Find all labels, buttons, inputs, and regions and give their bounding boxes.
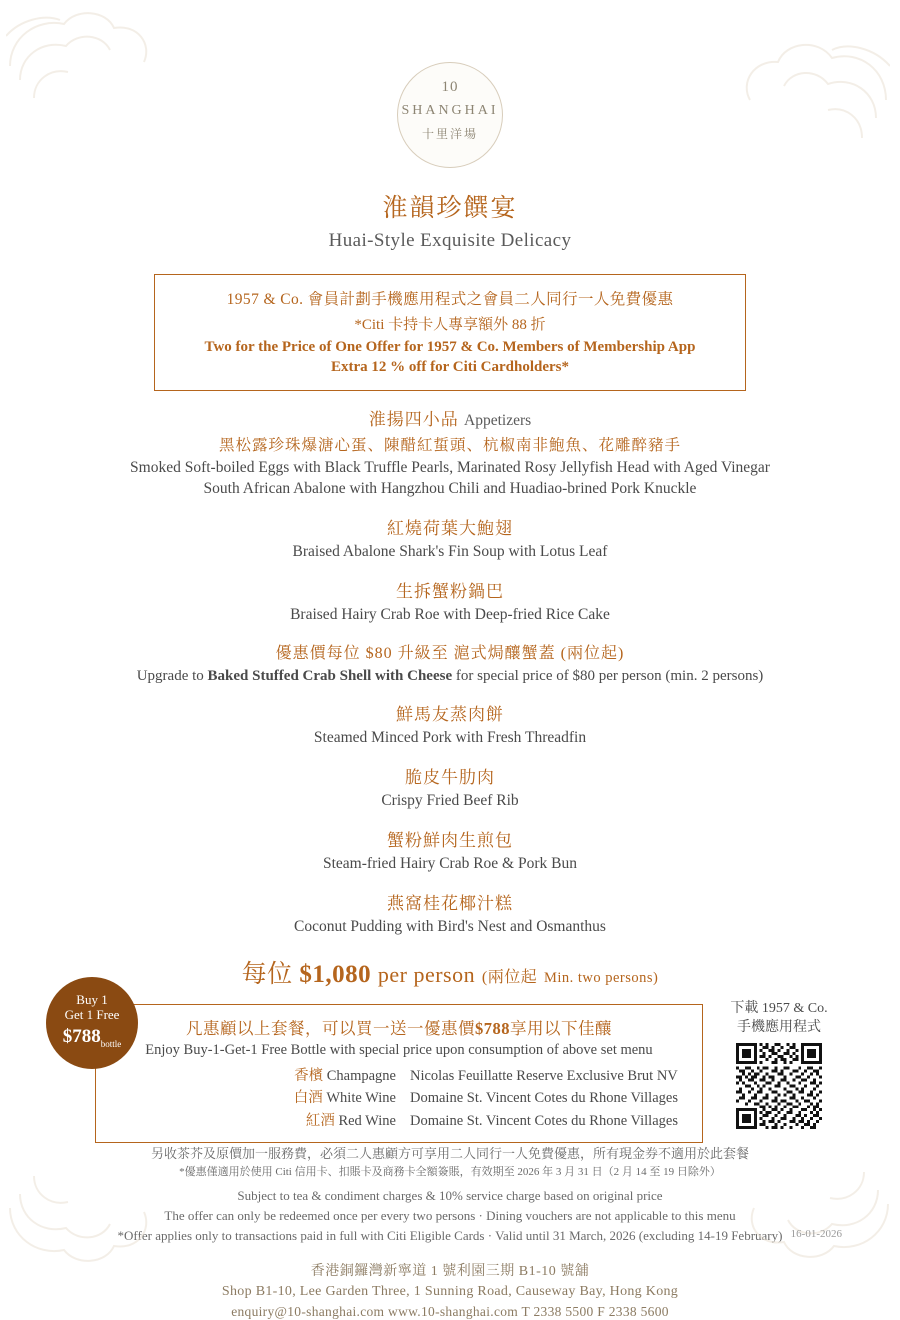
wine-label-cn: 香檳 <box>294 1067 324 1084</box>
upgrade-en-post: for special price of $80 per person (min. 2 persons) <box>452 667 764 684</box>
document-date: 16-01-2026 <box>790 1228 842 1240</box>
menu-title-english: Huai-Style Exquisite Delicacy <box>328 230 572 251</box>
footnote-chinese-2: *優惠僅適用於使用 Citi 信用卡、扣賬卡及商務卡全額簽賬，有效期至 2026 年 3 月 31 日（2 月 14 至 19 日除外） <box>179 1166 721 1179</box>
offer-line-english-1: Two for the Price of One Offer for 1957 & Co. Members of Membership App <box>204 339 696 355</box>
course-item <box>0 826 900 875</box>
address-english: Shop B1-10, Lee Garden Three, 1 Sunning Road, Causeway Bay, Hong Kong <box>221 1284 679 1300</box>
course-desc-english: Braised Hairy Crab Roe with Deep-fried Rice Cake <box>290 605 610 623</box>
course-item <box>0 514 900 563</box>
footnote-english-3: *Offer applies only to transactions paid in full with Citi Eligible Cards · Valid until 31 March, 2026 (excluding 14-19 February) <box>117 1228 783 1244</box>
price-per-person: per person <box>377 961 476 987</box>
price-prefix-chinese: 每位 <box>241 960 293 988</box>
footnote-chinese-1: 另收茶芥及原價加一服務費，必須二人惠顧方可享用二人同行一人免費優惠，所有現金券不適用於此套餐 <box>150 1145 749 1161</box>
course-upgrade-option <box>0 640 900 686</box>
course-item <box>0 577 900 626</box>
wine-list <box>96 1065 702 1132</box>
course-item <box>0 405 900 500</box>
badge-line-1: Buy 1 <box>76 991 108 1007</box>
wine-heading-english: Enjoy Buy-1-Get-1 Free Bottle with special price upon consumption of above set menu <box>145 1041 653 1058</box>
wine-label <box>236 1110 410 1132</box>
price-amount: $1,080 <box>299 960 372 988</box>
course-desc-english: Coconut Pudding with Bird's Nest and Osmanthus <box>294 917 606 935</box>
logo-circle <box>397 62 503 168</box>
footnote-english-1: Subject to tea & condiment charges & 10% service charge based on original price <box>237 1188 663 1204</box>
menu-title-chinese: 淮韻珍饌宴 <box>382 195 518 222</box>
wine-label <box>236 1065 410 1087</box>
price-note-chinese: (兩位起 <box>481 968 538 986</box>
wine-heading-chinese <box>96 1015 702 1039</box>
wine-heading-cn-post: 享用以下佳釀 <box>510 1018 612 1038</box>
course-desc-english: Crispy Fried Beef Rib <box>381 791 519 809</box>
badge-price-unit: bottle <box>100 1038 122 1049</box>
course-name-chinese <box>0 405 900 430</box>
course-desc-english-1: Smoked Soft-boiled Eggs with Black Truffle Pearls, Marinated Rosy Jellyfish Head with Aged Vinegar <box>130 459 770 476</box>
restaurant-address <box>0 1260 900 1320</box>
wine-label-en: Champagne <box>326 1067 396 1084</box>
qr-label-line-2: 手機應用程式 <box>737 1019 821 1035</box>
membership-offer-box <box>154 274 746 391</box>
wine-list-item <box>96 1065 702 1087</box>
wine-list-item <box>96 1087 702 1109</box>
badge-line-2: Get 1 Free <box>64 1006 120 1022</box>
course-name-chinese: 燕窩桂花椰汁糕 <box>387 893 513 913</box>
qr-label-line-1: 下載 1957 & Co. <box>730 1000 828 1016</box>
contact-info: enquiry@10-shanghai.com www.10-shanghai.com T 2338 5500 F 2338 5600 <box>231 1304 669 1320</box>
course-list <box>0 405 900 938</box>
course-name-chinese: 蟹粉鮮肉生煎包 <box>387 830 513 850</box>
upgrade-en-bold: Baked Stuffed Crab Shell with Cheese <box>207 667 453 684</box>
wine-value: Nicolas Feuillatte Reserve Exclusive Brut NV <box>410 1067 678 1084</box>
buy-one-get-one-badge <box>46 977 138 1069</box>
wine-label-en: Red Wine <box>338 1112 396 1129</box>
course-desc-english-2: South African Abalone with Hangzhou Chili and Huadiao-brined Pork Knuckle <box>203 479 697 497</box>
course-name-chinese: 生拆蟹粉鍋巴 <box>396 581 504 601</box>
footnotes <box>0 1144 900 1247</box>
wine-heading-amount: $788 <box>475 1018 510 1038</box>
offer-line-english-2: Extra 12 % off for Citi Cardholders* <box>330 359 570 375</box>
wine-value: Domaine St. Vincent Cotes du Rhone Villages <box>410 1112 678 1129</box>
wine-list-item <box>96 1110 702 1132</box>
upgrade-text-chinese: 優惠價每位 $80 升級至 滬式焗釀蟹蓋 (兩位起) <box>275 644 625 662</box>
course-name-chinese: 紅燒荷葉大鮑翅 <box>387 518 513 538</box>
footnote-english-2: The offer can only be redeemed once per every two persons · Dining vouchers are not applicable to this menu <box>164 1208 736 1224</box>
course-item <box>0 889 900 938</box>
logo-number: 10 <box>441 79 459 95</box>
wine-offer-row <box>0 991 900 1129</box>
course-name-en-inline: Appetizers <box>464 412 532 429</box>
upgrade-text-english <box>0 666 900 686</box>
course-name-chinese: 脆皮牛肋肉 <box>405 767 495 787</box>
course-name-cn-text: 淮揚四小品 <box>368 410 459 429</box>
offer-line-chinese-1: 1957 & Co. 會員計劃手機應用程式之會員二人同行一人免費優惠 <box>226 291 674 308</box>
course-desc-english: Steam-fried Hairy Crab Roe & Pork Bun <box>323 854 577 872</box>
qr-code-image[interactable] <box>736 1043 822 1129</box>
address-chinese: 香港銅鑼灣新寧道 1 號利園三期 B1-10 號舖 <box>310 1264 590 1280</box>
course-item <box>0 763 900 812</box>
course-desc-english: Steamed Minced Pork with Fresh Threadfin <box>313 728 587 746</box>
course-item <box>0 700 900 749</box>
wine-label-en: White Wine <box>326 1090 396 1107</box>
course-name-chinese: 鮮馬友蒸肉餅 <box>396 704 504 724</box>
wine-label-cn: 白酒 <box>293 1090 323 1107</box>
offer-line-chinese-2: *Citi 卡持卡人專享額外 88 折 <box>354 317 546 333</box>
wine-heading-cn-pre: 凡惠顧以上套餐，可以買一送一優惠價 <box>186 1018 475 1038</box>
wine-label <box>236 1087 410 1109</box>
course-desc-english: Braised Abalone Shark's Fin Soup with Lotus Leaf <box>292 542 608 560</box>
wine-offer-box <box>95 1004 703 1143</box>
wine-value: Domaine St. Vincent Cotes du Rhone Villages <box>410 1090 678 1107</box>
app-download-qr-area <box>714 1000 844 1130</box>
price-note-english: Min. two persons) <box>543 969 659 986</box>
logo-name-chinese: 十里洋場 <box>421 127 478 141</box>
price-line <box>0 954 900 990</box>
restaurant-logo <box>0 62 900 173</box>
badge-price-amount: $788 <box>62 1025 101 1047</box>
course-detail-chinese: 黑松露珍珠爆溏心蛋、陳醋紅蜇頭、杭椒南非鮑魚、花雕醉豬手 <box>218 437 681 454</box>
badge-price <box>46 1026 138 1049</box>
logo-name: SHANGHAI <box>401 103 499 118</box>
wine-label-cn: 紅酒 <box>305 1112 335 1129</box>
upgrade-en-pre: Upgrade to <box>136 667 208 684</box>
